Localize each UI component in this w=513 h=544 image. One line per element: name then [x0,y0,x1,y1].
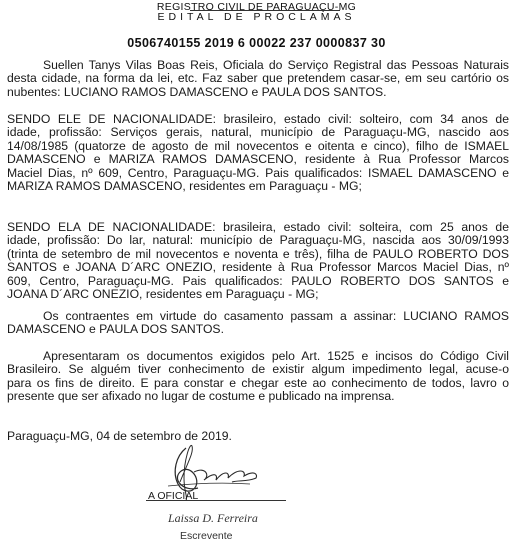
text-line: SENDO ELA DE NACIONALIDADE: brasileira, estado civil: solteira, com 25 anos de [7,220,509,234]
signature-label: A OFICIAL [148,490,199,502]
text-line: MARIZA RAMOS DAMASCENO, residentes em Paraguaçu - MG; [7,179,362,194]
text-line: Maciel Dias, nº 609, Centro, Paraguaçu-MG. Pais qualificados: ISMAEL DAMASCENO e [7,165,509,180]
text-line: desta cidade, na forma da lei, etc. Faz saber que pretendem casar-se, em seu cartório os [7,71,509,86]
text-line: JOANA D´ARC ONEZIO, residentes em Paraguaçu - MG; [7,287,319,302]
text-line: idade, profissão: Serviços gerais, natural, município de Paraguaçu-MG, nascido aos [7,125,509,140]
text-line: 609, Centro, Paraguaçu-MG. Pais qualificados: PAULO ROBERTO DOS SANTOS e [7,273,509,288]
signatory-role: Escrevente [180,530,233,542]
text-line: Suellen Tanys Vilas Boas Reis, Oficiala do Serviço Registral das Pessoas Naturais [43,58,509,72]
text-line: presente que ser afixado no lugar de costume e publicado na imprensa. [7,389,395,404]
text-line: nubentes: LUCIANO RAMOS DAMASCENO e PAULA DOS SANTOS. [7,84,387,99]
signature-line [146,500,286,501]
text-line: idade, profissão: Do lar, natural: município de Paraguaçu-MG, nascida aos 30/09/1993 [7,233,509,248]
text-line: Brasileiro. Se alguém tiver conhecimento de existir algum impedimento legal, acuse-o [7,362,509,377]
registry-heading: REGISTRO CIVIL DE PARAGUAÇU-MG [156,1,357,13]
intro-paragraph [7,59,509,99]
text-line: Os contraentes em virtude do casamento passam a assinar: LUCIANO RAMOS [43,309,509,323]
date-line: Paraguaçu-MG, 04 de setembro de 2019. [7,429,232,443]
document-title: EDITAL DE PROCLAMAS [157,11,356,23]
contracting-paragraph [7,310,509,337]
document-number: 0506740155 2019 6 00022 237 0000837 30 [127,36,386,50]
signatory-name: Laissa D. Ferreira [168,511,258,525]
text-line: SANTOS e JOANA D´ARC ONEZIO, residente à Rua Professor Marcos Maciel Dias, nº [7,260,509,275]
text-line: 14/08/1985 (quatorze de agosto de mil novecentos e oitenta e cinco), filho de ISMAEL [7,138,509,153]
text-line: (trinta de setembro de mil novecentos e noventa e três), filha de PAULO ROBERTO DOS [7,246,509,261]
text-line: para os fins de direito. E para constar e chegar este ao conhecimento de todos, lavro o [7,375,509,390]
notice-paragraph [7,350,509,404]
bride-paragraph [7,221,509,301]
text-line: SENDO ELE DE NACIONALIDADE: brasileiro, estado civil: solteiro, com 34 anos de [7,112,509,126]
text-line: DAMASCENO e MARIZA RAMOS DAMASCENO, residente à Rua Professor Marcos [7,152,509,167]
groom-paragraph [7,113,509,193]
text-line: Apresentaram os documentos exigidos pelo Art. 1525 e incisos do Código Civil [43,349,509,363]
text-line: DAMASCENO e PAULA DOS SANTOS. [7,322,224,337]
